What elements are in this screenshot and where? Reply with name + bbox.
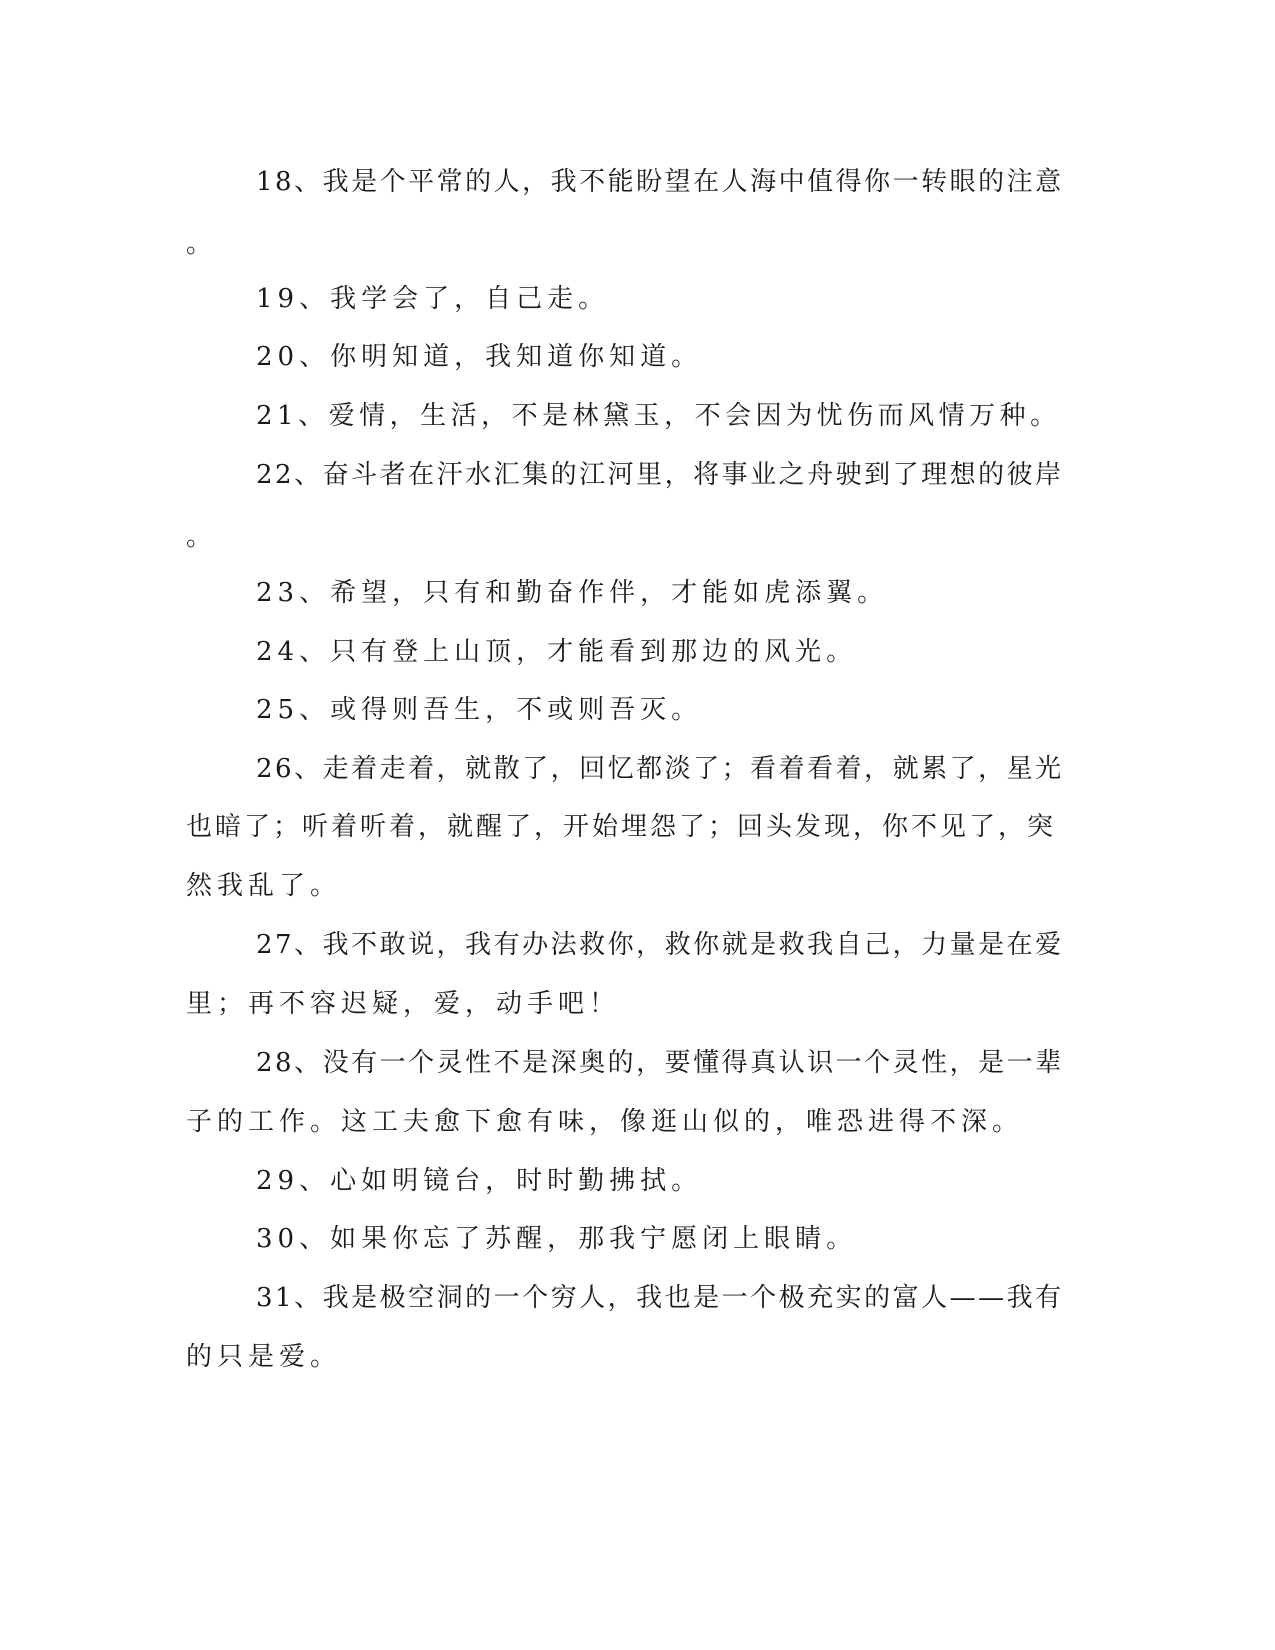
text-line: 31、我是极空洞的一个穷人，我也是一个极充实的富人——我有 [256,1283,1064,1313]
text-line: 也暗了；听着听着，就醒了，开始埋怨了；回头发现，你不见了，突 [186,812,1057,842]
text-line: 。 [186,522,213,552]
text-line: 29、心如明镜台，时时勤拂拭。 [256,1166,703,1196]
text-line: 23、希望，只有和勤奋作伴，才能如虎添翼。 [256,578,889,608]
text-line: 然我乱了。 [186,871,342,901]
text-line: 20、你明知道，我知道你知道。 [256,342,703,372]
text-line: 21、爱情，生活，不是林黛玉，不会因为忧伤而风情万种。 [256,401,1061,431]
text-line: 30、如果你忘了苏醒，那我宁愿闭上眼睛。 [256,1224,858,1254]
text-line: 27、我不敢说，我有办法救你，救你就是救我自己，力量是在爱 [256,930,1064,960]
text-line: 24、只有登上山顶，才能看到那边的风光。 [256,637,858,667]
text-line: 22、奋斗者在汗水汇集的江河里，将事业之舟驶到了理想的彼岸 [256,460,1064,490]
text-line: 25、或得则吾生，不或则吾灭。 [256,695,703,725]
text-line: 26、走着走着，就散了，回忆都淡了；看着看着，就累了，星光 [256,754,1064,784]
text-line: 18、我是个平常的人，我不能盼望在人海中值得你一转眼的注意 [256,167,1064,197]
text-line: 里；再不容迟疑，爱，动手吧！ [186,989,621,1019]
text-line: 。 [186,229,213,259]
text-line: 子的工作。这工夫愈下愈有味，像逛山似的，唯恐进得不深。 [186,1107,1024,1137]
text-line: 19、我学会了，自己走。 [256,284,610,314]
text-line: 28、没有一个灵性不是深奥的，要懂得真认识一个灵性，是一辈 [256,1048,1064,1078]
text-line: 的只是爱。 [186,1342,342,1372]
